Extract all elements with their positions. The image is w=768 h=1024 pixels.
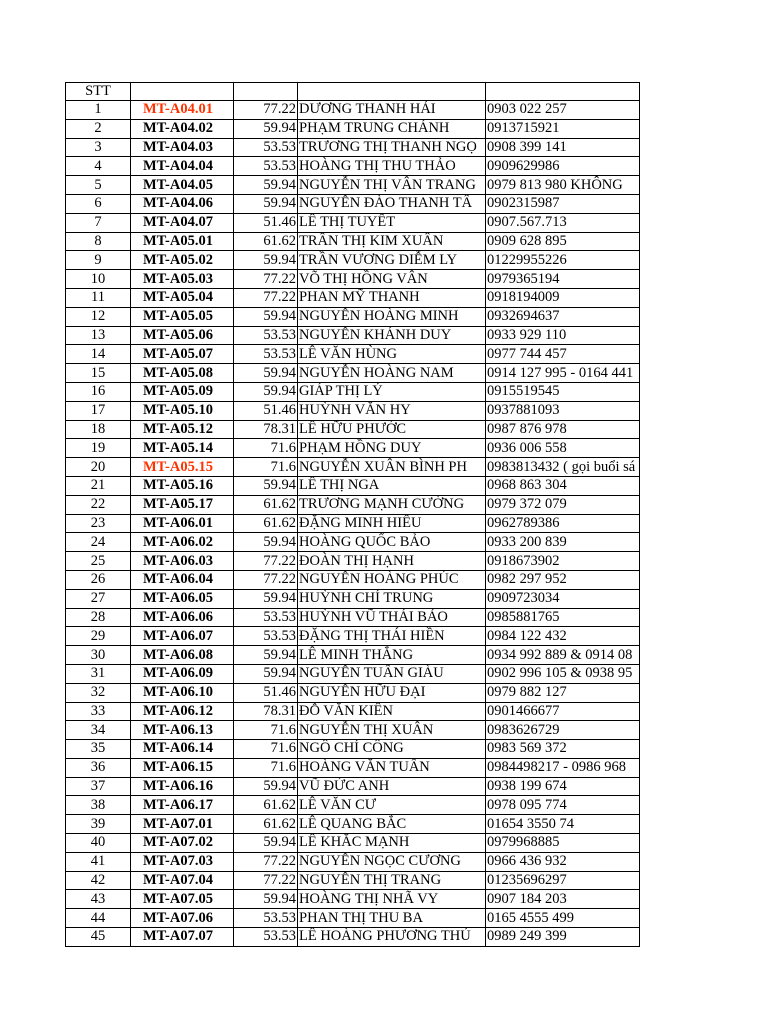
- unit-code-cell[interactable]: MT-A06.07: [131, 627, 234, 646]
- table-row: [66, 364, 640, 383]
- owner-name-cell[interactable]: NGUYỄN NGỌC CƯƠNG: [298, 852, 486, 871]
- owner-name-cell[interactable]: LÊ THỊ NGA: [298, 476, 486, 495]
- table-row: [66, 702, 640, 721]
- row-number-cell[interactable]: 2: [66, 119, 131, 138]
- owner-name-cell[interactable]: LÊ VĂN HÙNG: [298, 345, 486, 364]
- owner-name-cell[interactable]: NGUYỄN THỊ TRANG: [298, 871, 486, 890]
- table-row: [66, 533, 640, 552]
- area-cell[interactable]: 53.53: [234, 928, 298, 947]
- area-cell[interactable]: 59.94: [234, 176, 298, 195]
- table-row: [66, 552, 640, 571]
- area-cell[interactable]: 51.46: [234, 683, 298, 702]
- owner-name-cell[interactable]: ĐẶNG THỊ THÁI HIỀN: [298, 627, 486, 646]
- owner-name-cell[interactable]: TRƯƠNG MẠNH CƯỜNG: [298, 495, 486, 514]
- area-cell[interactable]: 59.94: [234, 664, 298, 683]
- row-number-cell[interactable]: 34: [66, 721, 131, 740]
- area-cell[interactable]: 61.62: [234, 232, 298, 251]
- row-number-cell[interactable]: 31: [66, 664, 131, 683]
- table-row: [66, 345, 640, 364]
- spreadsheet-sheet: [65, 82, 639, 947]
- phone-cell[interactable]: 0165 4555 499: [486, 909, 640, 928]
- phone-cell[interactable]: 0932694637: [486, 307, 640, 326]
- row-number-cell[interactable]: 32: [66, 683, 131, 702]
- table-row: [66, 646, 640, 665]
- area-cell[interactable]: 77.22: [234, 552, 298, 571]
- row-number-cell[interactable]: 36: [66, 758, 131, 777]
- customer-table: [65, 82, 640, 947]
- owner-name-cell[interactable]: HOÀNG QUỐC BẢO: [298, 533, 486, 552]
- unit-code-cell[interactable]: MT-A07.06: [131, 909, 234, 928]
- row-number-cell[interactable]: 23: [66, 514, 131, 533]
- phone-cell[interactable]: 0979968885: [486, 834, 640, 853]
- phone-cell[interactable]: 0914 127 995 - 0164 441: [486, 364, 640, 383]
- table-row: [66, 251, 640, 270]
- row-number-cell[interactable]: 28: [66, 608, 131, 627]
- table-row: [66, 439, 640, 458]
- row-number-cell[interactable]: 1: [66, 101, 131, 120]
- owner-name-cell[interactable]: PHẠM TRUNG CHÁNH: [298, 119, 486, 138]
- phone-cell[interactable]: 0909629986: [486, 157, 640, 176]
- phone-cell[interactable]: 01654 3550 74: [486, 815, 640, 834]
- row-number-cell[interactable]: 30: [66, 646, 131, 665]
- row-number-cell[interactable]: 18: [66, 420, 131, 439]
- unit-code-cell[interactable]: MT-A07.04: [131, 871, 234, 890]
- table-row: [66, 119, 640, 138]
- area-cell[interactable]: 59.94: [234, 194, 298, 213]
- unit-code-cell[interactable]: MT-A06.04: [131, 570, 234, 589]
- row-number-cell[interactable]: 16: [66, 382, 131, 401]
- area-cell[interactable]: 61.62: [234, 514, 298, 533]
- owner-name-cell[interactable]: TRẦN VƯƠNG DIỄM LY: [298, 251, 486, 270]
- unit-code-cell[interactable]: MT-A05.02: [131, 251, 234, 270]
- unit-code-cell[interactable]: MT-A06.02: [131, 533, 234, 552]
- table-row: [66, 777, 640, 796]
- row-number-cell[interactable]: 42: [66, 871, 131, 890]
- phone-cell[interactable]: 0907 184 203: [486, 890, 640, 909]
- owner-name-cell[interactable]: ĐOÀN THỊ HẠNH: [298, 552, 486, 571]
- area-cell[interactable]: 77.22: [234, 871, 298, 890]
- phone-cell[interactable]: 0982 297 952: [486, 570, 640, 589]
- table-row: [66, 420, 640, 439]
- unit-code-cell[interactable]: MT-A06.17: [131, 796, 234, 815]
- owner-name-cell[interactable]: HUỲNH VĂN HY: [298, 401, 486, 420]
- phone-cell[interactable]: 0907.567.713: [486, 213, 640, 232]
- owner-name-cell[interactable]: HUỲNH VŨ THÁI BẢO: [298, 608, 486, 627]
- owner-name-cell[interactable]: LÊ MINH THẮNG: [298, 646, 486, 665]
- table-row: [66, 909, 640, 928]
- unit-code-cell[interactable]: MT-A06.03: [131, 552, 234, 571]
- unit-code-cell[interactable]: MT-A07.02: [131, 834, 234, 853]
- row-number-cell[interactable]: 24: [66, 533, 131, 552]
- row-number-cell[interactable]: 40: [66, 834, 131, 853]
- table-row: [66, 213, 640, 232]
- owner-name-cell[interactable]: TRƯƠNG THỊ THANH NGỌ: [298, 138, 486, 157]
- unit-code-cell[interactable]: MT-A05.08: [131, 364, 234, 383]
- owner-name-cell[interactable]: NGUYỄN KHÁNH DUY: [298, 326, 486, 345]
- owner-name-cell[interactable]: GIÁP THỊ LÝ: [298, 382, 486, 401]
- phone-cell[interactable]: 0909 628 895: [486, 232, 640, 251]
- row-number-cell[interactable]: 27: [66, 589, 131, 608]
- row-number-cell[interactable]: 33: [66, 702, 131, 721]
- table-row: [66, 758, 640, 777]
- unit-code-cell[interactable]: MT-A05.12: [131, 420, 234, 439]
- table-row: [66, 740, 640, 759]
- unit-code-cell[interactable]: MT-A05.05: [131, 307, 234, 326]
- owner-name-cell[interactable]: HOÀNG THỊ NHÃ VY: [298, 890, 486, 909]
- header-name-cell[interactable]: [298, 83, 486, 101]
- phone-cell[interactable]: 0966 436 932: [486, 852, 640, 871]
- area-cell[interactable]: 59.94: [234, 382, 298, 401]
- phone-cell[interactable]: 0918673902: [486, 552, 640, 571]
- owner-name-cell[interactable]: LÊ THỊ TUYẾT: [298, 213, 486, 232]
- table-row: [66, 928, 640, 947]
- row-number-cell[interactable]: 44: [66, 909, 131, 928]
- table-row: [66, 326, 640, 345]
- unit-code-cell[interactable]: MT-A07.01: [131, 815, 234, 834]
- table-row: [66, 194, 640, 213]
- header-row: [66, 83, 640, 101]
- row-number-cell[interactable]: 26: [66, 570, 131, 589]
- phone-cell[interactable]: 0977 744 457: [486, 345, 640, 364]
- area-cell[interactable]: 77.22: [234, 270, 298, 289]
- owner-name-cell[interactable]: PHẠM HỒNG DUY: [298, 439, 486, 458]
- owner-name-cell[interactable]: LÊ HOÀNG PHƯƠNG THỦ: [298, 928, 486, 947]
- owner-name-cell[interactable]: VÕ THỊ HỒNG VÂN: [298, 270, 486, 289]
- owner-name-cell[interactable]: NGUYỄN HOÀNG NAM: [298, 364, 486, 383]
- unit-code-cell[interactable]: MT-A04.07: [131, 213, 234, 232]
- phone-cell[interactable]: 0913715921: [486, 119, 640, 138]
- unit-code-cell[interactable]: MT-A05.16: [131, 476, 234, 495]
- phone-cell[interactable]: 0984 122 432: [486, 627, 640, 646]
- row-number-cell[interactable]: 37: [66, 777, 131, 796]
- owner-name-cell[interactable]: LÊ VĂN CƯ: [298, 796, 486, 815]
- area-cell[interactable]: 51.46: [234, 213, 298, 232]
- table-row: [66, 664, 640, 683]
- owner-name-cell[interactable]: ĐỖ VĂN KIÊN: [298, 702, 486, 721]
- row-number-cell[interactable]: 8: [66, 232, 131, 251]
- phone-cell[interactable]: 0983813432 ( gọi buổi sá: [486, 458, 640, 477]
- unit-code-cell[interactable]: MT-A05.01: [131, 232, 234, 251]
- table-row: [66, 890, 640, 909]
- table-row: [66, 401, 640, 420]
- phone-cell[interactable]: 0983626729: [486, 721, 640, 740]
- phone-cell[interactable]: 0985881765: [486, 608, 640, 627]
- owner-name-cell[interactable]: PHAN THỊ THU BA: [298, 909, 486, 928]
- table-row: [66, 514, 640, 533]
- phone-cell[interactable]: 0968 863 304: [486, 476, 640, 495]
- owner-name-cell[interactable]: ĐẶNG MINH HIẾU: [298, 514, 486, 533]
- area-cell[interactable]: 59.94: [234, 777, 298, 796]
- area-cell[interactable]: 77.22: [234, 570, 298, 589]
- area-cell[interactable]: 59.94: [234, 364, 298, 383]
- owner-name-cell[interactable]: TRẦN THỊ KIM XUÂN: [298, 232, 486, 251]
- unit-code-cell[interactable]: MT-A06.05: [131, 589, 234, 608]
- unit-code-cell[interactable]: MT-A05.04: [131, 288, 234, 307]
- table-row: [66, 608, 640, 627]
- owner-name-cell[interactable]: NGUYỄN HỮU ĐẠI: [298, 683, 486, 702]
- unit-code-cell[interactable]: MT-A06.06: [131, 608, 234, 627]
- phone-cell[interactable]: 0933 200 839: [486, 533, 640, 552]
- unit-code-cell[interactable]: MT-A07.07: [131, 928, 234, 947]
- area-cell[interactable]: 53.53: [234, 608, 298, 627]
- area-cell[interactable]: 59.94: [234, 251, 298, 270]
- area-cell[interactable]: 53.53: [234, 326, 298, 345]
- phone-cell[interactable]: 0936 006 558: [486, 439, 640, 458]
- area-cell[interactable]: 59.94: [234, 834, 298, 853]
- area-cell[interactable]: 61.62: [234, 495, 298, 514]
- unit-code-cell[interactable]: MT-A04.04: [131, 157, 234, 176]
- phone-cell[interactable]: 0962789386: [486, 514, 640, 533]
- phone-cell[interactable]: 0933 929 110: [486, 326, 640, 345]
- unit-code-cell[interactable]: MT-A05.09: [131, 382, 234, 401]
- table-row: [66, 458, 640, 477]
- table-row: [66, 138, 640, 157]
- row-number-cell[interactable]: 7: [66, 213, 131, 232]
- area-cell[interactable]: 78.31: [234, 702, 298, 721]
- row-number-cell[interactable]: 45: [66, 928, 131, 947]
- table-row: [66, 721, 640, 740]
- phone-cell[interactable]: 0978 095 774: [486, 796, 640, 815]
- row-number-cell[interactable]: 3: [66, 138, 131, 157]
- row-number-cell[interactable]: 38: [66, 796, 131, 815]
- phone-cell[interactable]: 0983 569 372: [486, 740, 640, 759]
- row-number-cell[interactable]: 4: [66, 157, 131, 176]
- area-cell[interactable]: 77.22: [234, 852, 298, 871]
- unit-code-cell[interactable]: MT-A04.06: [131, 194, 234, 213]
- unit-code-cell[interactable]: MT-A05.07: [131, 345, 234, 364]
- area-cell[interactable]: 71.6: [234, 458, 298, 477]
- unit-code-cell[interactable]: MT-A06.12: [131, 702, 234, 721]
- unit-code-cell[interactable]: MT-A05.15: [131, 458, 234, 477]
- area-cell[interactable]: 59.94: [234, 476, 298, 495]
- area-cell[interactable]: 53.53: [234, 345, 298, 364]
- unit-code-cell[interactable]: MT-A06.08: [131, 646, 234, 665]
- header-area-cell[interactable]: [234, 83, 298, 101]
- header-stt-cell[interactable]: STT: [66, 83, 131, 101]
- table-row: [66, 288, 640, 307]
- area-cell[interactable]: 77.22: [234, 288, 298, 307]
- phone-cell[interactable]: 0984498217 - 0986 968: [486, 758, 640, 777]
- row-number-cell[interactable]: 6: [66, 194, 131, 213]
- area-cell[interactable]: 59.94: [234, 119, 298, 138]
- unit-code-cell[interactable]: MT-A04.02: [131, 119, 234, 138]
- phone-cell[interactable]: 0902315987: [486, 194, 640, 213]
- row-number-cell[interactable]: 43: [66, 890, 131, 909]
- phone-cell[interactable]: 0915519545: [486, 382, 640, 401]
- row-number-cell[interactable]: 39: [66, 815, 131, 834]
- row-number-cell[interactable]: 9: [66, 251, 131, 270]
- area-cell[interactable]: 61.62: [234, 815, 298, 834]
- unit-code-cell[interactable]: MT-A05.14: [131, 439, 234, 458]
- owner-name-cell[interactable]: HOÀNG THỊ THU THẢO: [298, 157, 486, 176]
- row-number-cell[interactable]: 13: [66, 326, 131, 345]
- row-number-cell[interactable]: 15: [66, 364, 131, 383]
- unit-code-cell[interactable]: MT-A04.03: [131, 138, 234, 157]
- owner-name-cell[interactable]: HOÀNG VĂN TUẤN: [298, 758, 486, 777]
- phone-cell[interactable]: 0979365194: [486, 270, 640, 289]
- owner-name-cell[interactable]: NGUYỄN ĐÀO THANH TÂ: [298, 194, 486, 213]
- area-cell[interactable]: 71.6: [234, 758, 298, 777]
- owner-name-cell[interactable]: LÊ QUANG BẮC: [298, 815, 486, 834]
- unit-code-cell[interactable]: MT-A06.10: [131, 683, 234, 702]
- table-row: [66, 157, 640, 176]
- area-cell[interactable]: 71.6: [234, 721, 298, 740]
- row-number-cell[interactable]: 11: [66, 288, 131, 307]
- table-row: [66, 796, 640, 815]
- owner-name-cell[interactable]: DƯƠNG THANH HẢI: [298, 101, 486, 120]
- unit-code-cell[interactable]: MT-A06.14: [131, 740, 234, 759]
- owner-name-cell[interactable]: NGUYỄN HOÀNG PHÚC: [298, 570, 486, 589]
- unit-code-cell[interactable]: MT-A04.05: [131, 176, 234, 195]
- phone-cell[interactable]: 0987 876 978: [486, 420, 640, 439]
- owner-name-cell[interactable]: NGÔ CHÍ CÔNG: [298, 740, 486, 759]
- phone-cell[interactable]: 0908 399 141: [486, 138, 640, 157]
- table-row: [66, 871, 640, 890]
- area-cell[interactable]: 71.6: [234, 740, 298, 759]
- phone-cell[interactable]: 0903 022 257: [486, 101, 640, 120]
- header-code-cell[interactable]: [131, 83, 234, 101]
- phone-cell[interactable]: 0979 372 079: [486, 495, 640, 514]
- table-row: [66, 101, 640, 120]
- phone-cell[interactable]: 0902 996 105 & 0938 95: [486, 664, 640, 683]
- unit-code-cell[interactable]: MT-A05.03: [131, 270, 234, 289]
- owner-name-cell[interactable]: LÊ KHẮC MẠNH: [298, 834, 486, 853]
- unit-code-cell[interactable]: MT-A06.13: [131, 721, 234, 740]
- row-number-cell[interactable]: 17: [66, 401, 131, 420]
- area-cell[interactable]: 59.94: [234, 307, 298, 326]
- table-row: [66, 270, 640, 289]
- owner-name-cell[interactable]: HUỲNH CHÍ TRUNG: [298, 589, 486, 608]
- table-row: [66, 834, 640, 853]
- owner-name-cell[interactable]: NGUYỄN XUÂN BÌNH PH: [298, 458, 486, 477]
- owner-name-cell[interactable]: NGUYỄN TUẤN GIÀU: [298, 664, 486, 683]
- area-cell[interactable]: 59.94: [234, 533, 298, 552]
- owner-name-cell[interactable]: NGUYỄN THỊ XUÂN: [298, 721, 486, 740]
- table-row: [66, 232, 640, 251]
- table-row: [66, 382, 640, 401]
- area-cell[interactable]: 77.22: [234, 101, 298, 120]
- table-row: [66, 815, 640, 834]
- row-number-cell[interactable]: 14: [66, 345, 131, 364]
- row-number-cell[interactable]: 35: [66, 740, 131, 759]
- phone-cell[interactable]: 01229955226: [486, 251, 640, 270]
- table-row: [66, 683, 640, 702]
- owner-name-cell[interactable]: PHAN MỸ THANH: [298, 288, 486, 307]
- area-cell[interactable]: 59.94: [234, 646, 298, 665]
- header-phone-cell[interactable]: [486, 83, 640, 101]
- unit-code-cell[interactable]: MT-A04.01: [131, 101, 234, 120]
- row-number-cell[interactable]: 29: [66, 627, 131, 646]
- area-cell[interactable]: 78.31: [234, 420, 298, 439]
- phone-cell[interactable]: 0979 813 980 KHÔNG: [486, 176, 640, 195]
- phone-cell[interactable]: 0937881093: [486, 401, 640, 420]
- unit-code-cell[interactable]: MT-A06.01: [131, 514, 234, 533]
- unit-code-cell[interactable]: MT-A06.09: [131, 664, 234, 683]
- row-number-cell[interactable]: 19: [66, 439, 131, 458]
- phone-cell[interactable]: 0989 249 399: [486, 928, 640, 947]
- phone-cell[interactable]: 0901466677: [486, 702, 640, 721]
- phone-cell[interactable]: 0934 992 889 & 0914 08: [486, 646, 640, 665]
- unit-code-cell[interactable]: MT-A07.03: [131, 852, 234, 871]
- phone-cell[interactable]: 0938 199 674: [486, 777, 640, 796]
- phone-cell[interactable]: 0918194009: [486, 288, 640, 307]
- unit-code-cell[interactable]: MT-A06.16: [131, 777, 234, 796]
- owner-name-cell[interactable]: NGUYỄN THỊ VÂN TRANG: [298, 176, 486, 195]
- unit-code-cell[interactable]: MT-A06.15: [131, 758, 234, 777]
- table-row: [66, 476, 640, 495]
- table-row: [66, 627, 640, 646]
- unit-code-cell[interactable]: MT-A07.05: [131, 890, 234, 909]
- row-number-cell[interactable]: 41: [66, 852, 131, 871]
- row-number-cell[interactable]: 20: [66, 458, 131, 477]
- phone-cell[interactable]: 0979 882 127: [486, 683, 640, 702]
- area-cell[interactable]: 53.53: [234, 157, 298, 176]
- area-cell[interactable]: 59.94: [234, 589, 298, 608]
- row-number-cell[interactable]: 22: [66, 495, 131, 514]
- unit-code-cell[interactable]: MT-A05.10: [131, 401, 234, 420]
- table-row: [66, 570, 640, 589]
- table-row: [66, 852, 640, 871]
- owner-name-cell[interactable]: VŨ ĐỨC ANH: [298, 777, 486, 796]
- area-cell[interactable]: 51.46: [234, 401, 298, 420]
- row-number-cell[interactable]: 21: [66, 476, 131, 495]
- row-number-cell[interactable]: 10: [66, 270, 131, 289]
- phone-cell[interactable]: 0909723034: [486, 589, 640, 608]
- table-row: [66, 307, 640, 326]
- unit-code-cell[interactable]: MT-A05.06: [131, 326, 234, 345]
- area-cell[interactable]: 53.53: [234, 627, 298, 646]
- table-row: [66, 176, 640, 195]
- owner-name-cell[interactable]: NGUYỄN HOÀNG MINH: [298, 307, 486, 326]
- unit-code-cell[interactable]: MT-A05.17: [131, 495, 234, 514]
- area-cell[interactable]: 71.6: [234, 439, 298, 458]
- area-cell[interactable]: 53.53: [234, 138, 298, 157]
- owner-name-cell[interactable]: LÊ HỮU PHƯỚC: [298, 420, 486, 439]
- row-number-cell[interactable]: 5: [66, 176, 131, 195]
- area-cell[interactable]: 59.94: [234, 890, 298, 909]
- table-row: [66, 589, 640, 608]
- table-row: [66, 495, 640, 514]
- phone-cell[interactable]: 01235696297: [486, 871, 640, 890]
- area-cell[interactable]: 53.53: [234, 909, 298, 928]
- row-number-cell[interactable]: 25: [66, 552, 131, 571]
- row-number-cell[interactable]: 12: [66, 307, 131, 326]
- area-cell[interactable]: 61.62: [234, 796, 298, 815]
